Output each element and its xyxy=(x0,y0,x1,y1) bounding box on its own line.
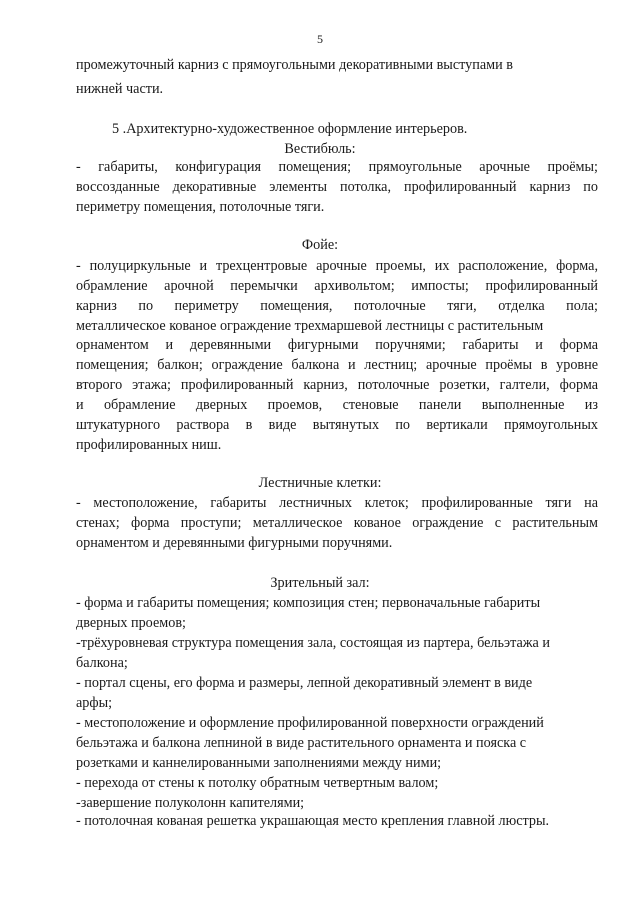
text-line: -трёхуровневая структура помещения зала, состоящая из партера, бельэтажа и xyxy=(76,635,550,651)
text-line: помещения; балкон; ограждение балкона и лестниц; арочные проёмы в уровне xyxy=(76,357,598,373)
text-line: воссозданные декоративные элементы потолка, профилированный карниз по xyxy=(76,179,598,195)
text-line: -завершение полуколонн капителями; xyxy=(76,795,305,811)
text-line: - перехода от стены к потолку обратным четвертным валом; xyxy=(76,775,439,791)
text-line: стенах; форма проступи; металлическое кованое ограждение с растительным xyxy=(76,515,598,531)
text-line: дверных проемов; xyxy=(76,615,186,631)
text-line: нижней части. xyxy=(76,81,164,97)
text-line: карниз по периметру помещения, потолочные тяги, отделка пола; xyxy=(76,298,598,314)
section-heading: Зрительный зал: xyxy=(270,575,370,591)
text-line: - форма и габариты помещения; композиция стен; первоначальные габариты xyxy=(76,595,541,611)
text-line: обрамление арочной перемычки архивольтом; импосты; профилированный xyxy=(76,278,598,294)
text-line: орнаментом и деревянными фигурными поручнями; габариты и форма xyxy=(76,337,598,353)
section-heading: Вестибюль: xyxy=(284,141,356,157)
section-heading: Фойе: xyxy=(301,237,339,253)
text-line: розетками и каннелированными заполнениями между ними; xyxy=(76,755,442,771)
text-line: - полуциркульные и трехцентровые арочные проемы, их расположение, форма, xyxy=(76,258,598,274)
text-line: - местоположение и оформление профилированной поверхности ограждений xyxy=(76,715,544,731)
text-line: и обрамление дверных проемов, стеновые панели выполненные из xyxy=(76,397,598,413)
text-line: штукатурного раствора в виде вытянутых по вертикали прямоугольных xyxy=(76,417,598,433)
text-line: балкона; xyxy=(76,655,128,671)
text-line: - потолочная кованая решетка украшающая место крепления главной люстры. xyxy=(76,813,550,829)
text-line: профилированных ниш. xyxy=(76,437,222,453)
text-line: арфы; xyxy=(76,695,113,711)
text-line: - местоположение, габариты лестничных клеток; профилированные тяги на xyxy=(76,495,598,511)
text-line: металлическое кованое ограждение трехмаршевой лестницы с растительным xyxy=(76,318,544,334)
section-heading: 5 .Архитектурно-художественное оформление интерьеров. xyxy=(112,121,468,137)
text-line: - габариты, конфигурация помещения; прямоугольные арочные проёмы; xyxy=(76,159,598,175)
text-line: промежуточный карниз с прямоугольными декоративными выступами в xyxy=(76,57,513,73)
text-line: периметру помещения, потолочные тяги. xyxy=(76,199,325,215)
page-number: 5 xyxy=(317,32,323,46)
text-line: бельэтажа и балкона лепниной в виде растительного орнамента и пояска с xyxy=(76,735,527,751)
text-line: орнаментом и деревянными фигурными поручнями. xyxy=(76,535,393,551)
text-line: - портал сцены, его форма и размеры, лепной декоративный элемент в виде xyxy=(76,675,533,691)
text-line: второго этажа; профилированный карниз, потолочные розетки, галтели, форма xyxy=(76,377,598,393)
section-heading: Лестничные клетки: xyxy=(258,475,382,491)
